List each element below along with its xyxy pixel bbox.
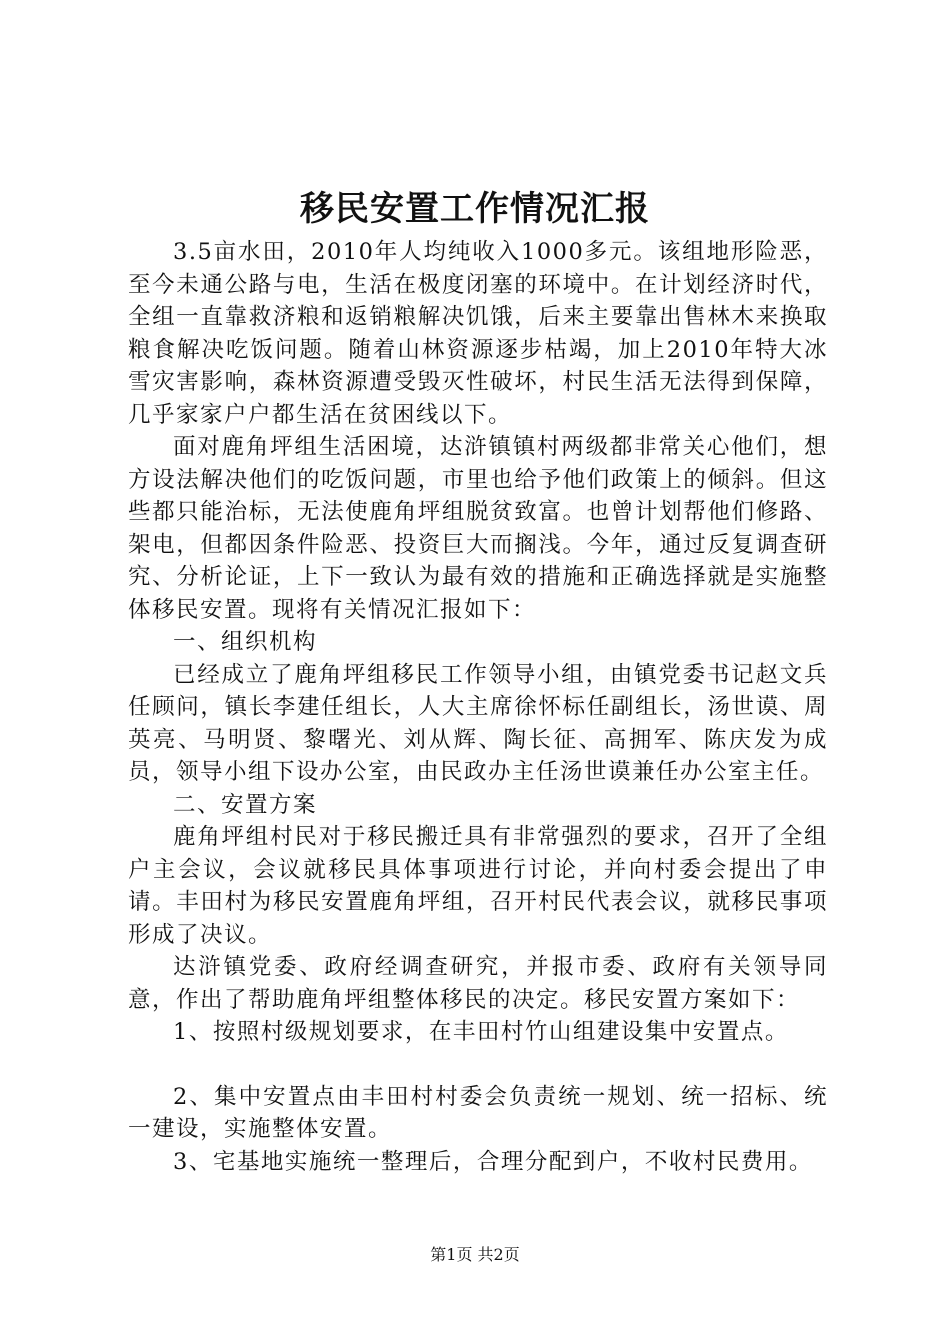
- paragraph-government-decision: 达浒镇党委、政府经调查研究，并报市委、政府有关领导同意，作出了帮助鹿角坪组整体移民的决定。移民安置方案如下：: [128, 954, 828, 1013]
- plan-item-3: 3、宅基地实施统一整理后，合理分配到户，不收村民费用。: [173, 1148, 813, 1175]
- paragraph-income: 3.5亩水田，2010年人均纯收入1000多元。该组地形险恶，至今未通公路与电，生活在极度闭塞的环境中。在计划经济时代，全组一直靠救济粮和返销粮解决饥饿，后来主要靠出售林木来换取粮食解决吃饭问题。随着山林资源逐步枯竭，加上2010年特大冰雪灾害影响，森林资源遭受毁灭性破坏，村民生活无法得到保障，几乎家家户户都生活在贫困线以下。: [128, 239, 828, 428]
- section-heading-organization: 一、组织机构: [173, 629, 318, 655]
- paragraph-organization: 已经成立了鹿角坪组移民工作领导小组，由镇党委书记赵文兵任顾问，镇长李建任组长，人大主席徐怀标任副组长，汤世谟、周英亮、马明贤、黎曙光、刘从辉、陶长征、高拥军、陈庆发为成员，领导小组下设办公室，由民政办主任汤世谟兼任办公室主任。: [128, 661, 828, 785]
- section-heading-plan: 二、安置方案: [173, 791, 318, 818]
- document-body: [128, 236, 828, 1178]
- page-footer: 第1页 共2页: [430, 1245, 520, 1264]
- plan-item-1: 1、按照村级规划要求，在丰田村竹山组建设集中安置点。: [173, 1019, 789, 1045]
- document-title: 移民安置工作情况汇报: [300, 189, 650, 229]
- plan-item-2: 2、集中安置点由丰田村村委会负责统一规划、统一招标、统一建设，实施整体安置。: [128, 1083, 828, 1142]
- paragraph-villager-request: 鹿角坪组村民对于移民搬迁具有非常强烈的要求，召开了全组户主会议，会议就移民具体事项进行讨论，并向村委会提出了申请。丰田村为移民安置鹿角坪组，召开村民代表会议，就移民事项形成了决议。: [128, 824, 828, 948]
- paragraph-difficulty: 面对鹿角坪组生活困境，达浒镇镇村两级都非常关心他们，想方设法解决他们的吃饭问题，市里也给予他们政策上的倾斜。但这些都只能治标，无法使鹿角坪组脱贫致富。也曾计划帮他们修路、架电，但都因条件险恶、投资巨大而搁浅。今年，通过反复调查研究、分析论证，上下一致认为最有效的措施和正确选择就是实施整体移民安置。现将有关情况汇报如下：: [128, 434, 828, 623]
